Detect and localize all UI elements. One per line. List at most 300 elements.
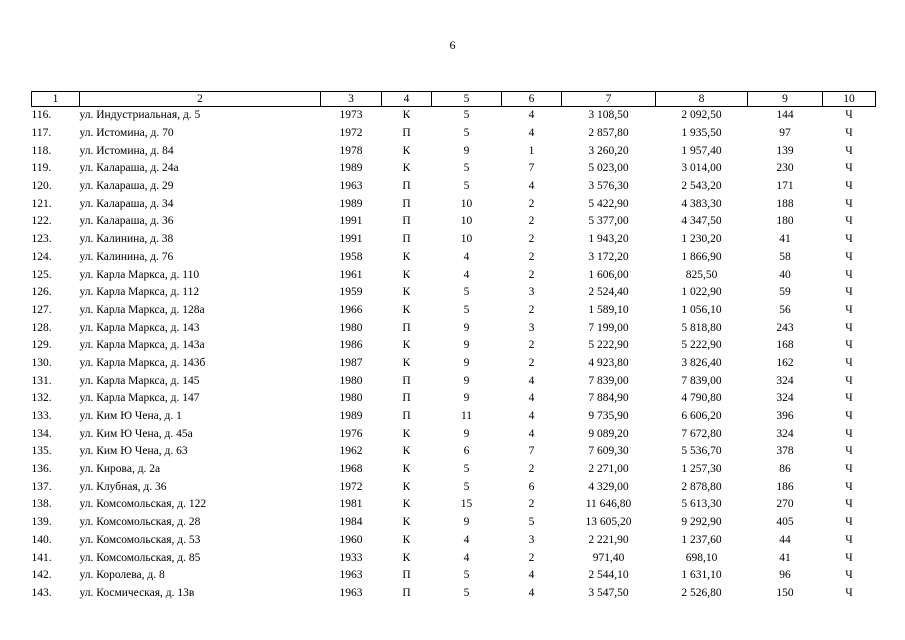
column-number-header-row [32,92,876,107]
apartments-cell: 96 [779,569,791,582]
apartments-cell: 168 [776,339,794,352]
wall-material-cell: К [402,427,411,440]
column-header: 1 [32,92,80,107]
entrances-cell: 3 [528,321,535,334]
address-cell: ул. Комсомольская, д. 122 [79,498,207,511]
total-area-cell: 3 547,50 [588,586,629,599]
row-number-cell: 138. [31,498,52,511]
row-number-cell: 137. [31,480,52,493]
apartments-cell: 180 [776,215,794,228]
year-built-cell: 1980 [339,374,363,387]
entrances-cell: 2 [528,339,535,352]
year-built-cell: 1973 [339,109,363,122]
table-row [32,514,876,532]
row-number-cell: 117. [31,127,52,140]
year-built-cell: 1986 [339,339,363,352]
category-cell: Ч [845,445,853,458]
total-area-cell: 3 260,20 [588,144,629,157]
floors-cell: 11 [460,410,473,423]
column-header: 6 [502,92,562,107]
year-built-cell: 1980 [339,392,363,405]
row-number-cell: 142. [31,569,52,582]
address-cell: ул. Калараша, д. 24а [79,162,179,175]
floors-cell: 9 [463,516,470,529]
apartments-cell: 40 [779,268,791,281]
entrances-cell: 2 [528,498,535,511]
floors-cell: 5 [463,162,470,175]
category-cell: Ч [845,197,853,210]
category-cell: Ч [845,286,853,299]
address-cell: ул. Калараша, д. 36 [79,215,174,228]
floors-cell: 4 [463,551,470,564]
address-cell: ул. Карла Маркса, д. 145 [79,374,200,387]
address-cell: ул. Карла Маркса, д. 143 [79,321,200,334]
category-cell: Ч [845,356,853,369]
row-number-cell: 134. [31,427,52,440]
category-cell: Ч [845,180,853,193]
year-built-cell: 1989 [339,197,363,210]
column-header: 10 [823,92,876,107]
living-area-cell: 3 826,40 [681,356,722,369]
entrances-cell: 4 [528,586,535,599]
living-area-cell: 1 866,90 [681,250,722,263]
column-header: 9 [748,92,823,107]
table-row [32,160,876,178]
table-row [32,355,876,373]
category-cell: Ч [845,127,853,140]
living-area-cell: 4 790,80 [681,392,722,405]
entrances-cell: 2 [528,356,535,369]
wall-material-cell: К [402,551,411,564]
year-built-cell: 1962 [339,445,363,458]
total-area-cell: 3 576,30 [588,180,629,193]
table-row [32,284,876,302]
living-area-cell: 1 957,40 [681,144,722,157]
year-built-cell: 1989 [339,410,363,423]
living-area-cell: 7 839,00 [681,374,722,387]
apartments-cell: 139 [776,144,794,157]
address-cell: ул. Калинина, д. 76 [79,250,174,263]
category-cell: Ч [845,303,853,316]
total-area-cell: 7 199,00 [588,321,629,334]
total-area-cell: 9 735,90 [588,410,629,423]
entrances-cell: 2 [528,303,535,316]
living-area-cell: 2 092,50 [681,109,722,122]
row-number-cell: 120. [31,180,52,193]
floors-cell: 5 [463,463,470,476]
row-number-cell: 118. [31,144,52,157]
category-cell: Ч [845,463,853,476]
floors-cell: 9 [463,339,470,352]
apartments-cell: 396 [776,410,794,423]
apartments-cell: 41 [779,233,791,246]
total-area-cell: 1 589,10 [588,303,629,316]
entrances-cell: 7 [528,445,535,458]
category-cell: Ч [845,339,853,352]
entrances-cell: 3 [528,286,535,299]
wall-material-cell: К [402,356,411,369]
apartments-cell: 58 [779,250,791,263]
entrances-cell: 4 [528,180,535,193]
floors-cell: 9 [463,321,470,334]
wall-material-cell: К [402,303,411,316]
apartments-cell: 378 [776,445,794,458]
table-row [32,231,876,249]
address-cell: ул. Комсомольская, д. 85 [79,551,201,564]
total-area-cell: 3 172,20 [588,250,629,263]
housing-registry-table [31,91,876,602]
year-built-cell: 1958 [339,250,363,263]
living-area-cell: 698,10 [685,551,718,564]
column-header: 8 [656,92,748,107]
floors-cell: 10 [460,197,473,210]
row-number-cell: 121. [31,197,52,210]
row-number-cell: 139. [31,516,52,529]
year-built-cell: 1987 [339,356,363,369]
table-row [32,461,876,479]
entrances-cell: 4 [528,127,535,140]
total-area-cell: 13 605,20 [585,516,632,529]
year-built-cell: 1933 [339,551,363,564]
total-area-cell: 2 524,40 [588,286,629,299]
table-row [32,372,876,390]
apartments-cell: 230 [776,162,794,175]
wall-material-cell: К [402,162,411,175]
wall-material-cell: П [402,569,411,582]
category-cell: Ч [845,586,853,599]
year-built-cell: 1963 [339,180,363,193]
wall-material-cell: К [402,109,411,122]
category-cell: Ч [845,498,853,511]
floors-cell: 9 [463,144,470,157]
living-area-cell: 4 383,30 [681,197,722,210]
table-row [32,178,876,196]
floors-cell: 9 [463,427,470,440]
table-row [32,107,876,125]
floors-cell: 9 [463,392,470,405]
wall-material-cell: К [402,480,411,493]
floors-cell: 6 [463,445,470,458]
entrances-cell: 2 [528,197,535,210]
wall-material-cell: К [402,286,411,299]
apartments-cell: 144 [776,109,794,122]
row-number-cell: 135. [31,445,52,458]
apartments-cell: 41 [779,551,791,564]
living-area-cell: 825,50 [685,268,718,281]
apartments-cell: 243 [776,321,794,334]
apartments-cell: 171 [776,180,794,193]
living-area-cell: 5 613,30 [681,498,722,511]
entrances-cell: 4 [528,374,535,387]
entrances-cell: 2 [528,463,535,476]
living-area-cell: 1 230,20 [681,233,722,246]
wall-material-cell: П [402,321,411,334]
table-row [32,125,876,143]
year-built-cell: 1959 [339,286,363,299]
entrances-cell: 4 [528,427,535,440]
category-cell: Ч [845,268,853,281]
wall-material-cell: К [402,144,411,157]
table-row [32,585,876,603]
row-number-cell: 132. [31,392,52,405]
total-area-cell: 2 544,10 [588,569,629,582]
apartments-cell: 324 [776,392,794,405]
category-cell: Ч [845,144,853,157]
living-area-cell: 1 056,10 [681,303,722,316]
year-built-cell: 1963 [339,586,363,599]
column-header: 2 [80,92,321,107]
address-cell: ул. Индустриальная, д. 5 [79,109,201,122]
address-cell: ул. Ким Ю Чена, д. 45а [79,427,193,440]
apartments-cell: 270 [776,498,794,511]
year-built-cell: 1981 [339,498,363,511]
floors-cell: 10 [460,233,473,246]
column-header: 3 [321,92,382,107]
total-area-cell: 5 023,00 [588,162,629,175]
table-row [32,496,876,514]
total-area-cell: 5 422,90 [588,197,629,210]
living-area-cell: 1 631,10 [681,569,722,582]
total-area-cell: 7 884,90 [588,392,629,405]
wall-material-cell: П [402,410,411,423]
table-row [32,567,876,585]
total-area-cell: 9 089,20 [588,427,629,440]
table-row [32,549,876,567]
table-row [32,195,876,213]
year-built-cell: 1960 [339,533,363,546]
address-cell: ул. Калараша, д. 34 [79,197,174,210]
entrances-cell: 4 [528,109,535,122]
address-cell: ул. Карла Маркса, д. 128а [79,303,205,316]
entrances-cell: 2 [528,250,535,263]
wall-material-cell: К [402,516,411,529]
table-row [32,532,876,550]
floors-cell: 5 [463,127,470,140]
address-cell: ул. Калараша, д. 29 [79,180,174,193]
apartments-cell: 324 [776,427,794,440]
row-number-cell: 131. [31,374,52,387]
entrances-cell: 2 [528,551,535,564]
category-cell: Ч [845,516,853,529]
category-cell: Ч [845,233,853,246]
table-row [32,213,876,231]
living-area-cell: 1 935,50 [681,127,722,140]
year-built-cell: 1961 [339,268,363,281]
address-cell: ул. Комсомольская, д. 28 [79,516,201,529]
floors-cell: 4 [463,533,470,546]
wall-material-cell: П [402,586,411,599]
category-cell: Ч [845,321,853,334]
category-cell: Ч [845,410,853,423]
table-row [32,266,876,284]
page-number: 6 [449,38,456,52]
address-cell: ул. Истомина, д. 84 [79,144,174,157]
apartments-cell: 162 [776,356,794,369]
entrances-cell: 7 [528,162,535,175]
living-area-cell: 9 292,90 [681,516,722,529]
entrances-cell: 2 [528,268,535,281]
total-area-cell: 4 923,80 [588,356,629,369]
apartments-cell: 150 [776,586,794,599]
row-number-cell: 128. [31,321,52,334]
entrances-cell: 1 [528,144,535,157]
address-cell: ул. Карла Маркса, д. 147 [79,392,200,405]
total-area-cell: 971,40 [592,551,625,564]
year-built-cell: 1968 [339,463,363,476]
year-built-cell: 1966 [339,303,363,316]
total-area-cell: 5 377,00 [588,215,629,228]
floors-cell: 15 [460,498,473,511]
row-number-cell: 143. [31,586,52,599]
category-cell: Ч [845,480,853,493]
apartments-cell: 86 [779,463,791,476]
entrances-cell: 4 [528,392,535,405]
category-cell: Ч [845,392,853,405]
floors-cell: 9 [463,356,470,369]
row-number-cell: 126. [31,286,52,299]
apartments-cell: 405 [776,516,794,529]
address-cell: ул. Карла Маркса, д. 143а [79,339,205,352]
floors-cell: 4 [463,268,470,281]
floors-cell: 9 [463,374,470,387]
row-number-cell: 124. [31,250,52,263]
total-area-cell: 5 222,90 [588,339,629,352]
table-row [32,443,876,461]
table-row [32,142,876,160]
row-number-cell: 130. [31,356,52,369]
table-row [32,337,876,355]
wall-material-cell: К [402,268,411,281]
category-cell: Ч [845,427,853,440]
floors-cell: 5 [463,286,470,299]
address-cell: ул. Ким Ю Чена, д. 63 [79,445,188,458]
row-number-cell: 125. [31,268,52,281]
total-area-cell: 7 839,00 [588,374,629,387]
wall-material-cell: П [402,180,411,193]
total-area-cell: 7 609,30 [588,445,629,458]
table-row [32,478,876,496]
wall-material-cell: К [402,498,411,511]
address-cell: ул. Карла Маркса, д. 143б [79,356,206,369]
apartments-cell: 186 [776,480,794,493]
wall-material-cell: П [402,127,411,140]
row-number-cell: 129. [31,339,52,352]
address-cell: ул. Кирова, д. 2а [79,463,161,476]
wall-material-cell: К [402,250,411,263]
floors-cell: 4 [463,250,470,263]
living-area-cell: 7 672,80 [681,427,722,440]
floors-cell: 5 [463,480,470,493]
address-cell: ул. Комсомольская, д. 53 [79,533,201,546]
category-cell: Ч [845,109,853,122]
living-area-cell: 4 347,50 [681,215,722,228]
wall-material-cell: К [402,445,411,458]
total-area-cell: 4 329,00 [588,480,629,493]
wall-material-cell: К [402,463,411,476]
living-area-cell: 2 878,80 [681,480,722,493]
table-row [32,319,876,337]
category-cell: Ч [845,162,853,175]
address-cell: ул. Карла Маркса, д. 112 [79,286,200,299]
year-built-cell: 1972 [339,480,363,493]
year-built-cell: 1972 [339,127,363,140]
living-area-cell: 3 014,00 [681,162,722,175]
floors-cell: 5 [463,569,470,582]
entrances-cell: 2 [528,215,535,228]
apartments-cell: 97 [779,127,791,140]
row-number-cell: 123. [31,233,52,246]
wall-material-cell: П [402,197,411,210]
wall-material-cell: П [402,233,411,246]
table-row [32,408,876,426]
row-number-cell: 133. [31,410,52,423]
total-area-cell: 1 606,00 [588,268,629,281]
floors-cell: 5 [463,109,470,122]
row-number-cell: 141. [31,551,52,564]
row-number-cell: 119. [31,162,52,175]
entrances-cell: 2 [528,233,535,246]
year-built-cell: 1978 [339,144,363,157]
total-area-cell: 2 221,90 [588,533,629,546]
total-area-cell: 3 108,50 [588,109,629,122]
category-cell: Ч [845,551,853,564]
address-cell: ул. Космическая, д. 13в [79,586,195,599]
total-area-cell: 2 271,00 [588,463,629,476]
entrances-cell: 5 [528,516,535,529]
category-cell: Ч [845,250,853,263]
category-cell: Ч [845,569,853,582]
row-number-cell: 127. [31,303,52,316]
year-built-cell: 1980 [339,321,363,334]
category-cell: Ч [845,215,853,228]
living-area-cell: 5 818,80 [681,321,722,334]
apartments-cell: 188 [776,197,794,210]
row-number-cell: 136. [31,463,52,476]
category-cell: Ч [845,533,853,546]
living-area-cell: 2 543,20 [681,180,722,193]
apartments-cell: 44 [779,533,791,546]
floors-cell: 10 [460,215,473,228]
table-body [32,107,876,603]
entrances-cell: 4 [528,569,535,582]
address-cell: ул. Карла Маркса, д. 110 [79,268,200,281]
total-area-cell: 1 943,20 [588,233,629,246]
row-number-cell: 140. [31,533,52,546]
address-cell: ул. Ким Ю Чена, д. 1 [79,410,182,423]
wall-material-cell: К [402,339,411,352]
total-area-cell: 11 646,80 [585,498,632,511]
living-area-cell: 6 606,20 [681,410,722,423]
address-cell: ул. Истомина, д. 70 [79,127,174,140]
table-row [32,249,876,267]
living-area-cell: 2 526,80 [681,586,722,599]
apartments-cell: 56 [779,303,791,316]
year-built-cell: 1984 [339,516,363,529]
year-built-cell: 1963 [339,569,363,582]
table-row [32,425,876,443]
living-area-cell: 1 257,30 [681,463,722,476]
total-area-cell: 2 857,80 [588,127,629,140]
row-number-cell: 116. [31,109,52,122]
floors-cell: 5 [463,303,470,316]
year-built-cell: 1976 [339,427,363,440]
floors-cell: 5 [463,180,470,193]
table-row [32,390,876,408]
address-cell: ул. Королева, д. 8 [79,569,165,582]
year-built-cell: 1991 [339,215,363,228]
floors-cell: 5 [463,586,470,599]
year-built-cell: 1991 [339,233,363,246]
